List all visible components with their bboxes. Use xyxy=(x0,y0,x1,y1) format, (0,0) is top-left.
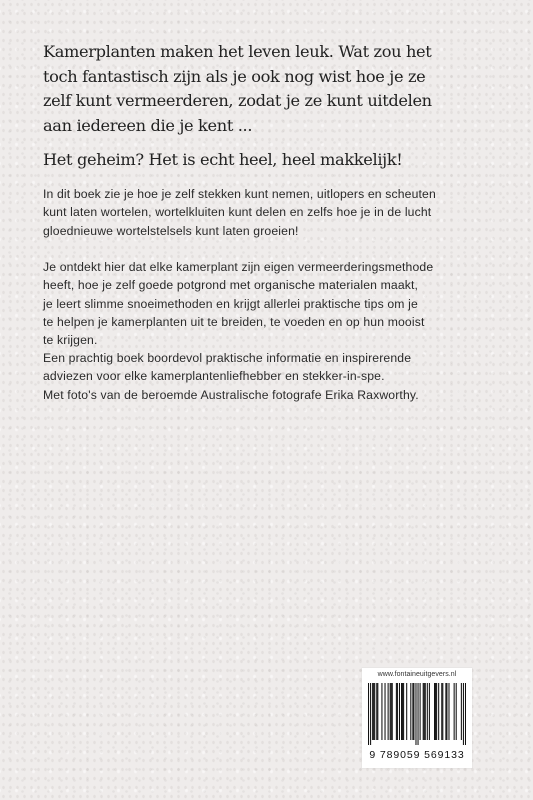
barcode-bar xyxy=(370,683,371,745)
barcode-bar xyxy=(373,683,374,740)
barcode-bar xyxy=(392,683,393,740)
closing-paragraph xyxy=(43,349,498,404)
barcode-bar xyxy=(406,683,407,740)
barcode-bar xyxy=(415,683,416,745)
barcode-bar xyxy=(402,683,403,740)
barcode-bar xyxy=(434,683,435,740)
barcode-bar xyxy=(368,683,369,745)
barcode-bar xyxy=(441,683,442,740)
barcode-label xyxy=(362,668,472,768)
barcode-bar xyxy=(429,683,430,740)
lead-line: Kamerplanten maken het leven leuk. Wat zou het xyxy=(43,42,432,61)
paragraph-line: heeft, hoe je zelf goede potgrond met organische materialen maakt, xyxy=(43,278,419,293)
barcode-bar xyxy=(390,683,391,740)
cover-lead-text xyxy=(43,40,503,138)
barcode-bar xyxy=(465,683,466,745)
barcode-bar xyxy=(410,683,411,740)
barcode-bar xyxy=(423,683,424,740)
isbn-barcode-graphic xyxy=(368,683,466,745)
barcode-bar xyxy=(427,683,428,740)
isbn-number: 9 789059 569133 xyxy=(369,749,465,761)
lead-line: toch fantastisch zijn als je ook nog wist hoe je ze xyxy=(43,66,426,86)
paragraph-line: Je ontdekt hier dat elke kamerplant zijn eigen vermeerderingsmethode xyxy=(43,260,434,274)
paragraph-line: Een prachtig boek boordevol praktische informatie en inspirerende xyxy=(43,351,412,365)
barcode-bar xyxy=(396,683,397,740)
barcode-bar xyxy=(454,683,455,740)
barcode-bar xyxy=(445,683,446,740)
barcode-bar xyxy=(374,683,375,740)
barcode-bar xyxy=(436,683,437,740)
barcode-bar xyxy=(391,683,392,740)
publisher-url: www.fontaineuitgevers.nl xyxy=(377,671,457,678)
paragraph-line: gloednieuwe wortelstelsels kunt laten groeien! xyxy=(43,223,299,238)
barcode-bar xyxy=(376,683,377,740)
paragraph-line: te helpen je kamerplanten uit te breiden, te voeden en op hun mooist xyxy=(43,314,425,329)
cover-headline: Het geheim? Het is echt heel, heel makkelijk! xyxy=(43,150,403,169)
barcode-bar xyxy=(438,683,439,740)
paragraph-line: In dit boek zie je hoe je zelf stekken kunt nemen, uitlopers en scheuten xyxy=(43,187,436,201)
barcode-bar xyxy=(399,683,400,740)
barcode-bar xyxy=(456,683,457,740)
barcode-bar xyxy=(442,683,443,740)
paragraph-line: te krijgen. xyxy=(43,333,98,348)
barcode-bar xyxy=(425,683,426,740)
paragraph-line: je leert slimme snoeimethoden en krijgt allerlei praktische tips om je xyxy=(43,296,418,311)
method-paragraph xyxy=(43,258,498,349)
barcode-bar xyxy=(435,683,436,740)
barcode-bar xyxy=(412,683,413,740)
barcode-bar xyxy=(401,683,402,740)
barcode-bar xyxy=(413,683,414,740)
barcode-bar xyxy=(461,683,462,740)
barcode-bar xyxy=(446,683,447,740)
lead-line: aan iedereen die je kent ... xyxy=(43,115,253,135)
barcode-bar xyxy=(418,683,419,745)
paragraph-line: kunt laten wortelen, wortelkluiten kunt delen en zelfs hoe je in de lucht xyxy=(43,205,432,220)
barcode-bar xyxy=(403,683,404,740)
intro-paragraph xyxy=(43,185,498,240)
barcode-bar xyxy=(381,683,382,740)
barcode-bar xyxy=(420,683,421,740)
barcode-bar xyxy=(424,683,425,740)
lead-line: zelf kunt vermeerderen, zodat je ze kunt uitdelen xyxy=(43,91,432,110)
paragraph-line: adviezen voor elke kamerplantenliefhebber en stekker-in-spe. xyxy=(43,369,385,384)
paragraph-line: Met foto's van de beroemde Australische fotografe Erika Raxworthy. xyxy=(43,387,419,402)
barcode-bar xyxy=(377,683,378,740)
barcode-bar xyxy=(388,683,389,740)
barcode-bar xyxy=(385,683,386,740)
barcode-bar xyxy=(372,683,373,740)
barcode-bar xyxy=(448,683,449,740)
barcode-bar xyxy=(463,683,464,745)
barcode-bar xyxy=(397,683,398,740)
